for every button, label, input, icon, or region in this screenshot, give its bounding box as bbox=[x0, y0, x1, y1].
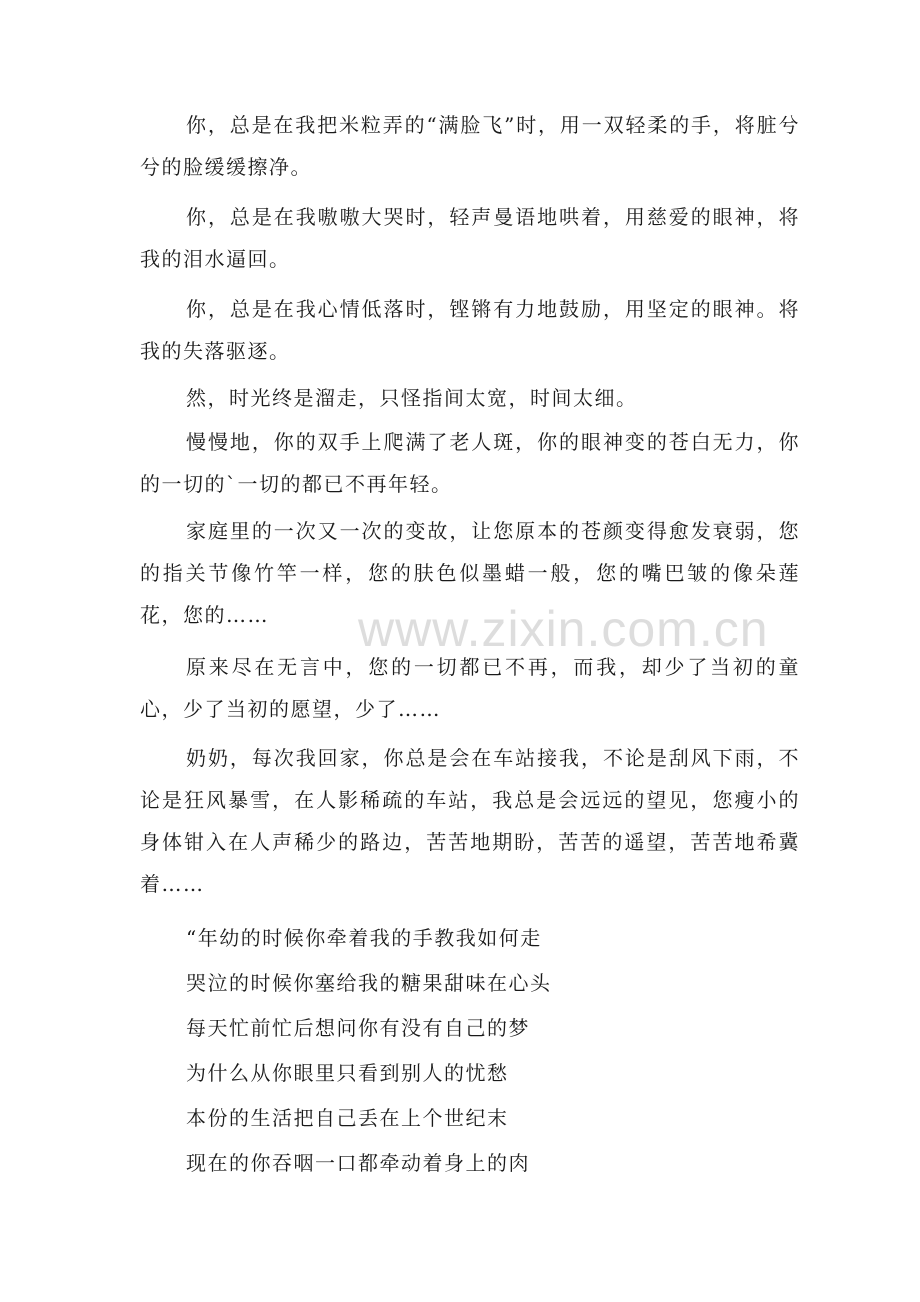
paragraph: 原来尽在无言中，您的一切都已不再，而我，却少了当初的童心，少了当初的愿望，少了…… bbox=[140, 655, 800, 721]
lyric-line: 每天忙前忙后想问你有没有自己的梦 bbox=[186, 1016, 530, 1040]
paragraph: 慢慢地，你的双手上爬满了老人斑，你的眼神变的苍白无力，你的一切的`一切的都已不再年轻。 bbox=[140, 430, 800, 496]
watermark: www.zixin.com.cn bbox=[358, 601, 769, 657]
paragraph: 然，时光终是溜走，只怪指间太宽，时间太细。 bbox=[186, 386, 638, 410]
paragraph: 你，总是在我心情低落时，铿锵有力地鼓励，用坚定的眼神。将我的失落驱逐。 bbox=[140, 297, 800, 363]
lyric-line: 为什么从你眼里只看到别人的忧愁 bbox=[186, 1061, 509, 1085]
paragraph: 家庭里的一次又一次的变故，让您原本的苍颜变得愈发衰弱，您的指关节像竹竿一样，您的肤色似墨蜡一般，您的嘴巴皱的像朵莲花，您的…… bbox=[140, 519, 800, 627]
paragraph: 你，总是在我把米粒弄的“满脸飞”时，用一双轻柔的手，将脏兮兮的脸缓缓擦净。 bbox=[140, 113, 800, 179]
lyric-line: 现在的你吞咽一口都牵动着身上的肉 bbox=[186, 1151, 530, 1175]
lyric-line: 本份的生活把自己丢在上个世纪末 bbox=[186, 1106, 509, 1130]
paragraph: 你，总是在我嗷嗷大哭时，轻声曼语地哄着，用慈爱的眼神，将我的泪水逼回。 bbox=[140, 205, 800, 271]
paragraph: 奶奶，每次我回家，你总是会在车站接我，不论是刮风下雨，不论是狂风暴雪，在人影稀疏的车站，我总是会远远的望见，您瘦小的身体钳入在人声稀少的路边，苦苦地期盼，苦苦的遥望，苦苦地希冀着…… bbox=[140, 746, 800, 896]
lyric-line: “年幼的时候你牵着我的手教我如何走 bbox=[186, 926, 542, 950]
lyric-line: 哭泣的时候你塞给我的糖果甜味在心头 bbox=[186, 971, 552, 995]
